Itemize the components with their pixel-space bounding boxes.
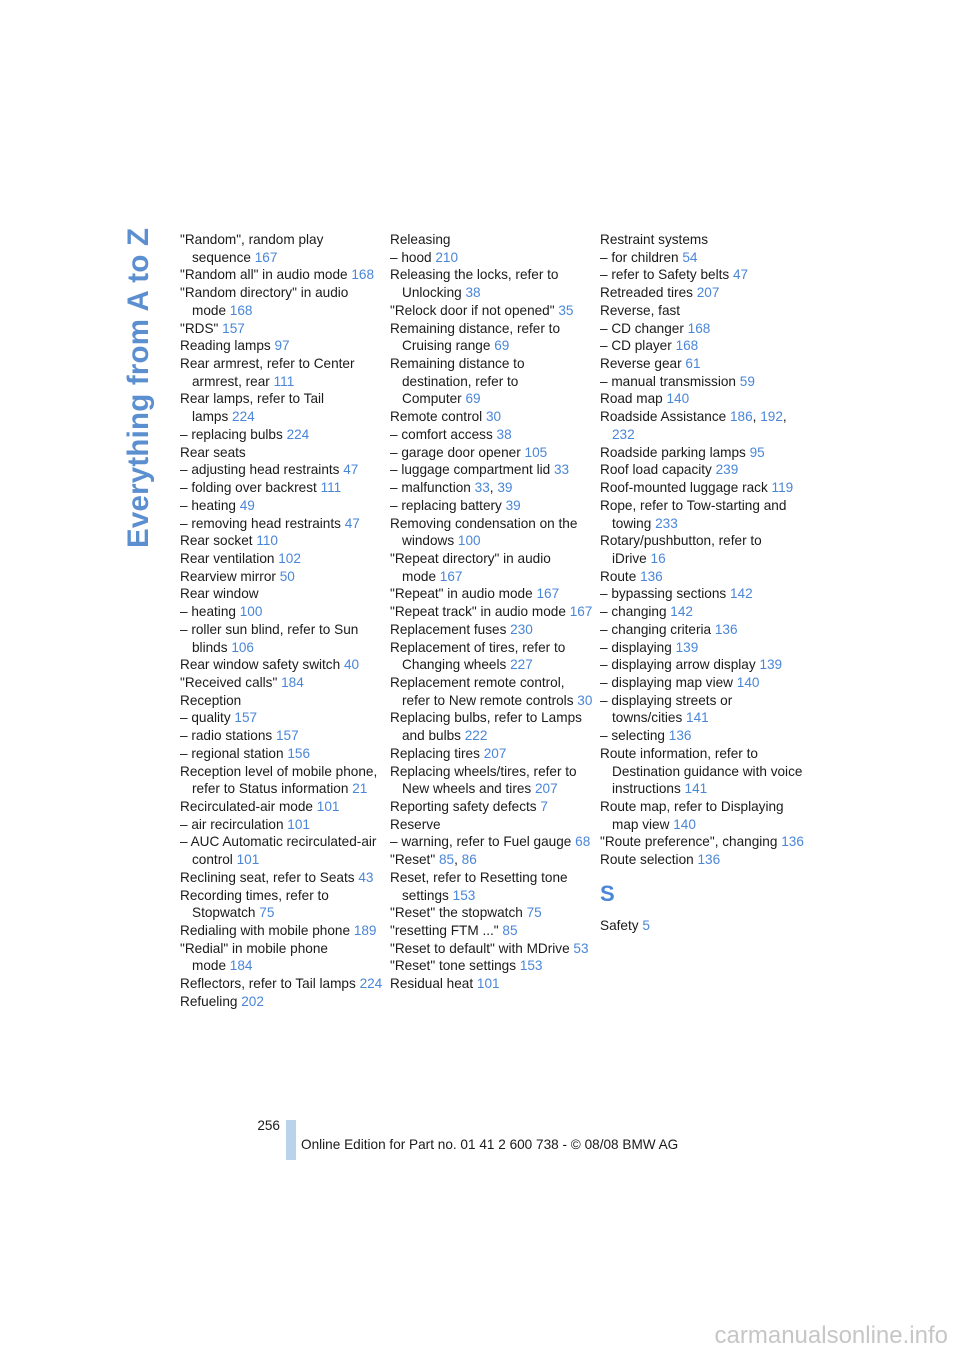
entry-term: Rear window safety switch (180, 657, 341, 673)
entry-term: – selecting (600, 728, 665, 744)
entry-term: Reading lamps (180, 338, 271, 354)
watermark: carmanualsonline.info (714, 1322, 948, 1349)
page-link[interactable]: 168 (351, 267, 375, 283)
entry-term: Roof load capacity (600, 462, 712, 478)
index-entry (390, 249, 595, 267)
page-link[interactable]: 136 (781, 834, 804, 850)
entry-term: "Reset" tone settings (390, 958, 517, 974)
page-link[interactable]: 230 (510, 621, 533, 637)
entry-term: Route map, refer to Displaying map view (600, 799, 784, 832)
page-link[interactable]: 43 (358, 869, 374, 885)
entry-term: Recirculated-air mode (180, 799, 313, 814)
page-link[interactable]: 101 (236, 852, 260, 868)
index-entry (600, 656, 805, 674)
index-entry (390, 798, 595, 816)
index-entry (390, 603, 595, 621)
index-entry (600, 320, 805, 338)
entry-term: – radio stations (180, 728, 273, 744)
page-link[interactable]: 111 (320, 480, 342, 496)
index-entry (600, 390, 805, 408)
index-entry (180, 532, 385, 550)
page-link[interactable]: 224 (359, 976, 383, 992)
page-link[interactable]: 33 (553, 462, 570, 478)
page-link[interactable]: 86 (461, 852, 477, 868)
entry-term: Replacement fuses (390, 621, 507, 637)
index-entry (390, 408, 595, 426)
footer-bar (286, 1120, 296, 1160)
entry-term: Reverse, fast (600, 302, 681, 318)
entry-term: – folding over backrest (180, 480, 317, 496)
entry-term: – manual transmission (600, 373, 736, 389)
page-link[interactable]: 192 (760, 409, 783, 425)
side-title (118, 227, 155, 550)
entry-term: – displaying arrow display (600, 657, 756, 673)
section-letter: S (600, 880, 615, 906)
page-link[interactable]: 35 (558, 302, 574, 318)
index-entry (600, 266, 805, 284)
index-entry (180, 887, 385, 922)
page-link[interactable]: 85 (502, 923, 518, 939)
index-entry (600, 444, 805, 462)
index-entry (390, 833, 595, 851)
page-link[interactable]: 141 (686, 710, 709, 726)
entry-term: "Repeat" in audio mode (390, 586, 533, 602)
page-link[interactable]: 50 (279, 568, 295, 584)
page-link[interactable]: 153 (519, 958, 543, 974)
page-link[interactable]: 106 (231, 639, 254, 655)
index-entry (180, 585, 385, 603)
page-link[interactable]: 227 (510, 657, 533, 673)
index-entry (600, 692, 805, 727)
page-link[interactable]: 167 (254, 249, 278, 265)
entry-term: Removing condensation on the windows (390, 515, 578, 549)
page-link[interactable]: 59 (739, 373, 755, 389)
index-entry (180, 833, 385, 868)
entry-term: – displaying streets or towns/cities (600, 692, 733, 726)
page-link[interactable]: 168 (675, 338, 699, 354)
index-entry (600, 355, 805, 373)
page-link[interactable]: 110 (256, 533, 278, 549)
page-link[interactable]: 210 (435, 249, 459, 265)
entry-term: Retreaded tires (600, 285, 693, 301)
entry-term: Route information, refer to Destination guidance with voice instructions (600, 745, 803, 797)
page-link[interactable]: 239 (715, 462, 739, 478)
index-entry (390, 869, 595, 904)
page-link[interactable]: 33 (474, 480, 490, 496)
index-entry (180, 727, 385, 745)
entry-term: – CD player (600, 338, 672, 354)
index-entry (180, 568, 385, 586)
entry-term: "Received calls" (180, 674, 278, 690)
page-link[interactable]: 95 (749, 444, 765, 460)
index-entry (180, 231, 385, 266)
index-entry (180, 674, 385, 692)
entry-term: Rear ventilation (180, 550, 275, 566)
entry-term: Recording times, refer to Stopwatch (180, 887, 329, 921)
entry-term: – malfunction (390, 480, 471, 496)
index-column-3 (600, 231, 805, 935)
entry-term: Refueling (180, 993, 238, 1009)
index-entry (180, 940, 385, 975)
index-entry (600, 833, 805, 851)
entry-term: Reporting safety defects (390, 799, 537, 814)
page-link[interactable]: 7 (540, 799, 548, 814)
index-entry (600, 851, 805, 869)
page-link[interactable]: 61 (685, 356, 701, 372)
entry-term: Roadside parking lamps (600, 444, 746, 460)
page-link[interactable]: 142 (670, 604, 693, 620)
index-entry (390, 922, 595, 940)
index-entry (390, 745, 595, 763)
index-entry (180, 390, 385, 425)
page-link[interactable]: 184 (281, 674, 304, 690)
index-entry (180, 284, 385, 319)
index-entry (180, 869, 385, 887)
index-entry (600, 337, 805, 355)
index-entry (390, 621, 595, 639)
page-link[interactable]: 167 (569, 604, 593, 620)
index-entry (600, 497, 805, 532)
index-entry (180, 603, 385, 621)
entry-term: Safety (600, 917, 639, 933)
index-entry (180, 426, 385, 444)
page-link[interactable]: 139 (759, 657, 783, 673)
entry-term: Residual heat (390, 976, 474, 992)
page-link[interactable]: 119 (771, 480, 794, 496)
entry-term: Releasing (390, 232, 451, 247)
index-entry (390, 426, 595, 444)
index-entry (600, 917, 805, 935)
index-entry (180, 266, 385, 284)
entry-term: "Reset" (390, 852, 436, 868)
entry-term: – changing criteria (600, 621, 712, 637)
entry-term: – hood (390, 249, 432, 265)
entry-term: Reclining seat, refer to Seats (180, 869, 355, 885)
entry-term: – for children (600, 249, 679, 265)
index-entry (600, 231, 805, 249)
page-link[interactable]: 49 (239, 497, 255, 513)
page-link[interactable]: 140 (736, 674, 760, 690)
index-entry (390, 585, 595, 603)
entry-term: "Reset" the stopwatch (390, 905, 523, 921)
footer-text: Online Edition for Part no. 01 41 2 600 738 - © 08/08 BMW AG (301, 1137, 679, 1152)
page-link[interactable]: 30 (485, 409, 502, 425)
entry-term: "Random directory" in audio mode (180, 285, 349, 318)
page-link[interactable]: 39 (497, 480, 513, 496)
entry-term: "Redial" in mobile phone mode (180, 940, 328, 974)
index-entry (390, 904, 595, 922)
entry-term: "Random", random play sequence (180, 232, 324, 265)
entry-term: Reflectors, refer to Tail lamps (180, 976, 356, 992)
entry-term: – air recirculation (180, 816, 284, 832)
index-entry (390, 266, 595, 301)
page-link[interactable]: 207 (483, 745, 507, 761)
entry-term: Rear seats (180, 444, 246, 460)
index-entry (390, 957, 595, 975)
page-link[interactable]: 232 (612, 426, 635, 442)
index-entry (600, 479, 805, 497)
index-entry (180, 550, 385, 568)
entry-term: "Relock door if not opened" (390, 302, 555, 318)
page-link[interactable]: 136 (640, 568, 663, 584)
entry-term: – AUC Automatic recirculated-air control (180, 834, 377, 868)
page-link[interactable]: 101 (287, 816, 310, 832)
index-entry (390, 444, 595, 462)
page-link[interactable]: 101 (476, 976, 500, 992)
index-entry (600, 284, 805, 302)
page-link[interactable]: 224 (286, 426, 310, 442)
index-entry (180, 320, 385, 338)
index-entry (600, 621, 805, 639)
page-link[interactable]: 153 (452, 887, 476, 903)
entry-term: – quality (180, 710, 231, 726)
page-link[interactable]: 140 (666, 391, 690, 407)
entry-term: Road map (600, 391, 663, 407)
entry-term: Replacing wheels/tires, refer to New wheels and tires (390, 763, 577, 797)
index-entry (600, 603, 805, 621)
index-entry (600, 639, 805, 657)
index-entry (600, 727, 805, 745)
index-entry (390, 709, 595, 744)
index-entry (390, 355, 595, 408)
index-entry (180, 461, 385, 479)
page-link[interactable]: 111 (273, 373, 295, 389)
entry-term: Rear window (180, 586, 259, 602)
entry-term: Rearview mirror (180, 568, 276, 584)
entry-term: Remote control (390, 409, 483, 425)
index-entry (390, 674, 595, 709)
entry-term: Rear armrest, refer to Center armrest, rear (180, 356, 355, 389)
page-link[interactable]: 38 (496, 426, 512, 442)
index-entry (180, 709, 385, 727)
page-link[interactable]: 168 (687, 320, 711, 336)
page-link[interactable]: 167 (536, 586, 560, 602)
index-entry (390, 763, 595, 798)
entry-term: Route selection (600, 852, 694, 868)
page-link[interactable]: 167 (439, 568, 463, 584)
page-link[interactable]: 97 (274, 338, 290, 354)
entry-term: – warning, refer to Fuel gauge (390, 834, 572, 850)
index-entry (600, 798, 805, 833)
page-link[interactable]: 69 (465, 391, 481, 407)
index-entry (180, 515, 385, 533)
index-entry (180, 763, 385, 798)
page-link[interactable]: 157 (275, 728, 299, 744)
page-link[interactable]: 100 (239, 604, 263, 620)
index-entry (180, 656, 385, 674)
entry-term: – heating (180, 497, 236, 513)
index-entry (390, 515, 595, 550)
entry-term: Releasing the locks, refer to Unlocking (390, 267, 559, 301)
index-entry (180, 816, 385, 834)
entry-term: Replacement remote control, refer to New remote controls (390, 674, 574, 708)
page-link[interactable]: 224 (232, 409, 255, 425)
entry-term: – replacing battery (390, 497, 502, 513)
entry-term: Rope, refer to Tow-starting and towing (600, 497, 787, 531)
entry-term: "Reset to default" with MDrive (390, 940, 570, 956)
index-entry (390, 461, 595, 479)
page-link[interactable]: 184 (229, 958, 253, 974)
entry-term: – refer to Safety belts (600, 267, 730, 283)
page-link[interactable]: 136 (668, 728, 692, 744)
page-link[interactable]: 75 (526, 905, 542, 921)
entry-term: Reset, refer to Resetting tone settings (390, 869, 568, 903)
index-entry (390, 231, 595, 249)
page-link[interactable]: 207 (696, 285, 720, 301)
entry-term: Reception level of mobile phone, refer to Status information (180, 763, 378, 797)
page-link[interactable]: 100 (457, 533, 481, 549)
entry-term: Roof-mounted luggage rack (600, 480, 768, 496)
page-link[interactable]: 47 (344, 515, 360, 531)
index-entry (180, 745, 385, 763)
page-link[interactable]: 233 (655, 515, 678, 531)
page-link[interactable]: 102 (278, 550, 301, 566)
page-link[interactable]: 168 (229, 302, 253, 318)
entry-term: Replacing tires (390, 745, 480, 761)
index-entry (600, 302, 805, 320)
entry-term: – removing head restraints (180, 515, 341, 531)
page-link[interactable]: 140 (673, 816, 696, 832)
index-entry (600, 461, 805, 479)
entry-term: – adjusting head restraints (180, 462, 340, 478)
page-link[interactable]: 47 (343, 462, 359, 478)
entry-term: Rear socket (180, 533, 253, 549)
index-entry (600, 674, 805, 692)
index-entry (180, 975, 385, 993)
page-link[interactable]: 186 (729, 409, 753, 425)
page-link[interactable]: 16 (650, 550, 666, 566)
entry-term: Remaining distance to destination, refer to Computer (390, 356, 525, 407)
index-entry (180, 922, 385, 940)
entry-term: – comfort access (390, 426, 493, 442)
index-entry (390, 816, 595, 834)
index-column-2 (390, 231, 595, 993)
page-link[interactable]: 222 (464, 728, 488, 744)
entry-term: – garage door opener (390, 444, 521, 460)
entry-term: "RDS" (180, 320, 219, 336)
page-link[interactable]: 101 (316, 799, 340, 814)
index-entry (180, 621, 385, 656)
index-entry: "Reset" 85, 86 (390, 852, 477, 868)
entry-term: – displaying map view (600, 674, 733, 690)
index-entry (390, 639, 595, 674)
index-entry (180, 337, 385, 355)
index-entry (180, 444, 385, 462)
entry-term: – roller sun blind, refer to Sun blinds (180, 621, 359, 655)
page-link[interactable]: 189 (353, 923, 377, 939)
page-link[interactable]: 85 (438, 852, 455, 868)
page-link[interactable]: 202 (241, 993, 264, 1009)
page-link[interactable]: 54 (682, 249, 698, 265)
index-entry (600, 745, 805, 798)
page-link[interactable]: 53 (573, 940, 589, 956)
index-entry (180, 993, 385, 1011)
entry-term: Roadside Assistance (600, 409, 727, 425)
page-link[interactable]: 5 (642, 917, 650, 933)
index-entry (600, 585, 805, 603)
index-entry (390, 320, 595, 355)
page-link[interactable]: 105 (524, 444, 548, 460)
index-entry (390, 550, 595, 585)
page-link[interactable]: 207 (534, 781, 558, 797)
entry-term: "resetting FTM ..." (390, 923, 499, 939)
page-link[interactable]: 68 (575, 834, 591, 850)
index-entry: – malfunction 33, 39 (390, 480, 513, 496)
index-entry (180, 355, 385, 390)
index-entry (390, 975, 595, 993)
index-entry (390, 497, 595, 515)
side-title-text: Everything from A to Z (122, 227, 155, 548)
page-link[interactable]: 157 (222, 320, 245, 336)
index-entry (600, 249, 805, 267)
page-link[interactable]: 75 (259, 905, 275, 921)
entry-term: Replacement of tires, refer to Changing wheels (390, 639, 566, 673)
index-entry (180, 479, 385, 497)
entry-term: Restraint systems (600, 232, 709, 247)
index-entry (180, 798, 385, 816)
index-entry: Roadside Assistance 186, 192, 232 (600, 409, 787, 442)
index-entry (180, 497, 385, 515)
entry-term: – regional station (180, 745, 284, 761)
page-link[interactable]: 157 (234, 710, 258, 726)
entry-term: "Repeat track" in audio mode (390, 604, 566, 620)
page-link[interactable]: 40 (343, 657, 360, 673)
index-entry (390, 940, 595, 958)
page-link[interactable]: 136 (697, 852, 721, 868)
entry-term: Replacing bulbs, refer to Lamps and bulbs (390, 710, 582, 744)
entry-term: Reverse gear (600, 356, 682, 372)
entry-term: "Route preference", changing (600, 834, 778, 850)
entry-term: Redialing with mobile phone (180, 923, 351, 939)
page-link[interactable]: 141 (684, 781, 708, 797)
entry-term: – changing (600, 604, 667, 620)
page-link[interactable]: 156 (287, 745, 311, 761)
page-link[interactable]: 30 (577, 692, 593, 708)
page-number: 256 (257, 1118, 280, 1133)
page-link[interactable]: 136 (714, 621, 738, 637)
entry-term: Reserve (390, 816, 441, 832)
entry-term: – luggage compartment lid (390, 462, 551, 478)
entry-term: – heating (180, 604, 236, 620)
index-entry (600, 568, 805, 586)
entry-term: – CD changer (600, 320, 684, 336)
entry-term: Rear lamps, refer to Tail lamps (180, 391, 325, 425)
entry-term: – bypassing sections (600, 586, 727, 602)
index-entry (390, 302, 595, 320)
entry-term: Rotary/pushbutton, refer to iDrive (600, 533, 762, 566)
entry-term: Remaining distance, refer to Cruising range (390, 320, 561, 354)
page-link[interactable]: 21 (352, 781, 368, 797)
entry-term: – displaying (600, 639, 672, 655)
entry-term: "Random all" in audio mode (180, 267, 348, 283)
entry-term: "Repeat directory" in audio mode (390, 550, 551, 584)
page-link[interactable]: 139 (675, 639, 699, 655)
index-entry (600, 532, 805, 567)
page-link[interactable]: 47 (733, 267, 749, 283)
index-column-1 (180, 231, 385, 1011)
page-link[interactable]: 38 (465, 285, 481, 301)
index-entry (180, 692, 385, 710)
page-link[interactable]: 142 (729, 586, 753, 602)
page-link[interactable]: 39 (505, 497, 521, 513)
entry-term: Route (600, 568, 637, 584)
entry-term: Reception (180, 692, 242, 708)
index-entry (600, 373, 805, 391)
entry-term: – replacing bulbs (180, 426, 283, 442)
page-link[interactable]: 69 (494, 338, 510, 354)
